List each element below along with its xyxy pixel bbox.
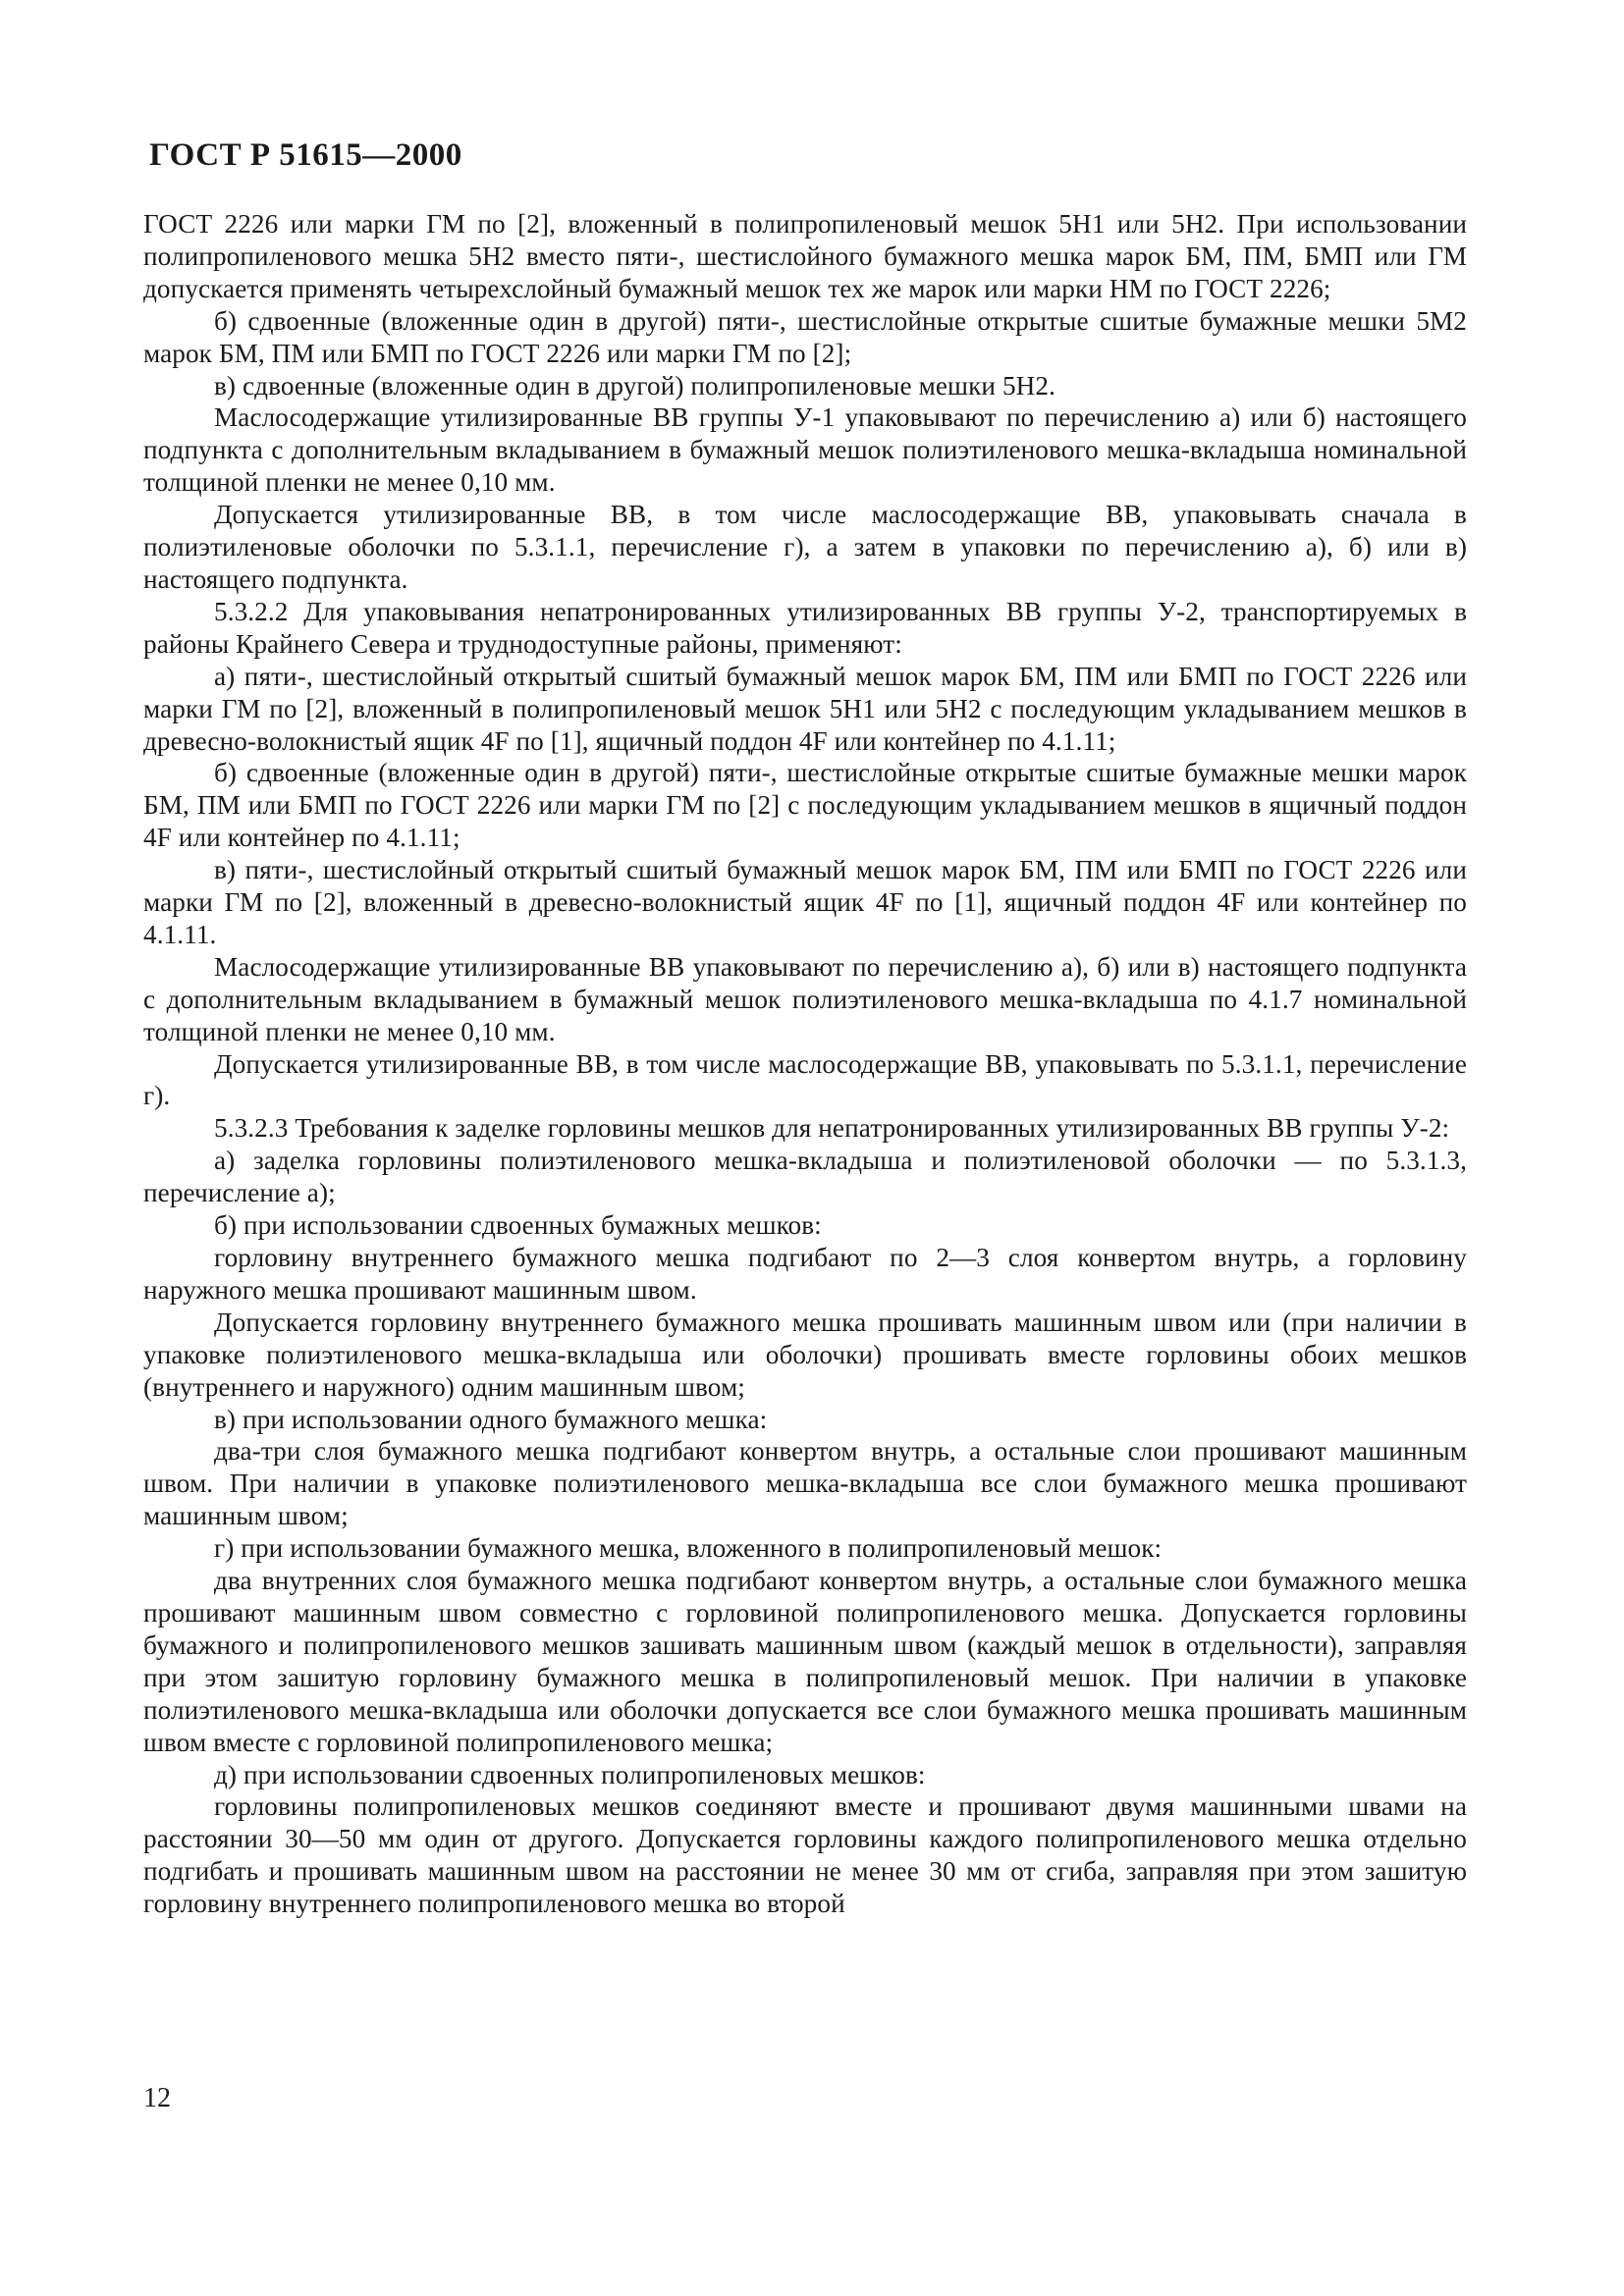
paragraph: а) заделка горловины полиэтиленового мешка-вкладыша и полиэтиленовой оболочки — по 5.3.1.3, перечисление а); [143, 1146, 1467, 1208]
paragraph: Маслосодержащие утилизированные ВВ упаковывают по перечислению а), б) или в) настоящего подпункта с дополнительным вкладыванием в бумажный мешок полиэтиленового мешка-вкладыша по 4.1.7 номинальной толщиной пленки не менее 0,10 мм. [143, 951, 1467, 1046]
document-body [143, 208, 1467, 1920]
paragraph: г) при использовании бумажного мешка, вложенного в полипропиленовый мешок: [214, 1533, 1163, 1564]
paragraph: в) пяти-, шестислойный открытый сшитый бумажный мешок марок БМ, ПМ или БМП по ГОСТ 2226 или марки ГМ по [2], вложенный в древесно-волокнистый ящик 4F по [1], ящичный поддон 4F или контейнер по 4.1.11. [143, 855, 1467, 949]
paragraph: горловины полипропиленовых мешков соединяют вместе и прошивают двумя машинными швами на расстоянии 30—50 мм один от другого. Допускается горловины каждого полипропиленового мешка отдельно подгибать и прошивать машинным швом на расстоянии не менее 30 мм от сгиба, заправляя при этом зашитую горловину внутреннего полипропиленового мешка во второй [143, 1791, 1467, 1919]
paragraph: в) сдвоенные (вложенные один в другой) полипропиленовые мешки 5Н2. [214, 370, 1056, 400]
paragraph: ГОСТ 2226 или марки ГМ по [2], вложенный в полипропиленовый мешок 5Н1 или 5Н2. При использовании полипропиленового мешка 5Н2 вместо пяти-, шестислойного бумажного мешка марок БМ, ПМ, БМП или ГМ допускается применять четырехслойный бумажный мешок тех же марок или марки НМ по ГОСТ 2226; [143, 209, 1467, 303]
paragraph: горловину внутреннего бумажного мешка подгибают по 2—3 слоя конвертом внутрь, а горловину наружного мешка прошивают машинным швом. [143, 1243, 1467, 1305]
paragraph: в) при использовании одного бумажного мешка: [214, 1404, 768, 1434]
paragraph: 5.3.2.3 Требования к заделке горловины мешков для непатронированных утилизированных ВВ группы У-2: [214, 1113, 1450, 1144]
page-number: 12 [143, 2083, 171, 2113]
paragraph: 5.3.2.2 Для упаковывания непатронированных утилизированных ВВ группы У-2, транспортируемых в районы Крайнего Севера и труднодоступные районы, применяют: [143, 596, 1467, 659]
paragraph: д) при использовании сдвоенных полипропиленовых мешков: [214, 1759, 926, 1789]
paragraph: Допускается утилизированные ВВ, в том числе маслосодержащие ВВ, упаковывать сначала в полиэтиленовые оболочки по 5.3.1.1, перечисление г), а затем в упаковки по перечислению а), б) или в) настоящего подпункта. [143, 500, 1467, 594]
paragraph: два внутренних слоя бумажного мешка подгибают конвертом внутрь, а остальные слои бумажного мешка прошивают машинным швом совместно с горловиной полипропиленового мешка. Допускается горловины бумажного и полипропиленового мешков зашивать машинным швом (каждый мешок в отдельности), заправляя при этом зашитую горловину бумажного мешка в полипропиленовый мешок. При наличии в упаковке полиэтиленового мешка-вкладыша или оболочки допускается все слои бумажного мешка прошивать машинным швом вместе с горловиной полипропиленового мешка; [143, 1566, 1467, 1757]
paragraph: Допускается утилизированные ВВ, в том числе маслосодержащие ВВ, упаковывать по 5.3.1.1, перечисление г). [143, 1048, 1467, 1111]
paragraph: б) сдвоенные (вложенные один в другой) пяти-, шестислойные открытые сшитые бумажные мешки 5М2 марок БМ, ПМ или БМП по ГОСТ 2226 или марки ГМ по [2]; [143, 305, 1467, 368]
page-header: ГОСТ Р 51615—2000 [149, 137, 462, 173]
paragraph: б) при использовании сдвоенных бумажных мешков: [214, 1210, 822, 1241]
paragraph: б) сдвоенные (вложенные один в другой) пяти-, шестислойные открытые сшитые бумажные мешки марок БМ, ПМ или БМП по ГОСТ 2226 или марки ГМ по [2] с последующим укладыванием мешков в ящичный поддон 4F или контейнер по 4.1.11; [143, 758, 1467, 853]
paragraph: Допускается горловину внутреннего бумажного мешка прошивать машинным швом или (при наличии в упаковке полиэтиленового мешка-вкладыша или оболочки) прошивать вместе горловины обоих мешков (внутреннего и наружного) одним машинным швом; [143, 1307, 1467, 1402]
paragraph: а) пяти-, шестислойный открытый сшитый бумажный мешок марок БМ, ПМ или БМП по ГОСТ 2226 или марки ГМ по [2], вложенный в полипропиленовый мешок 5Н1 или 5Н2 с последующим укладыванием мешков в древесно-волокнистый ящик 4F по [1], ящичный поддон 4F или контейнер по 4.1.11; [143, 661, 1467, 756]
paragraph: два-три слоя бумажного мешка подгибают конвертом внутрь, а остальные слои прошивают машинным швом. При наличии в упаковке полиэтиленового мешка-вкладыша все слои бумажного мешка прошивают машинным швом; [143, 1436, 1467, 1531]
paragraph: Маслосодержащие утилизированные ВВ группы У-1 упаковывают по перечислению а) или б) настоящего подпункта с дополнительным вкладыванием в бумажный мешок полиэтиленового мешка-вкладыша номинальной толщиной пленки не менее 0,10 мм. [143, 402, 1467, 498]
